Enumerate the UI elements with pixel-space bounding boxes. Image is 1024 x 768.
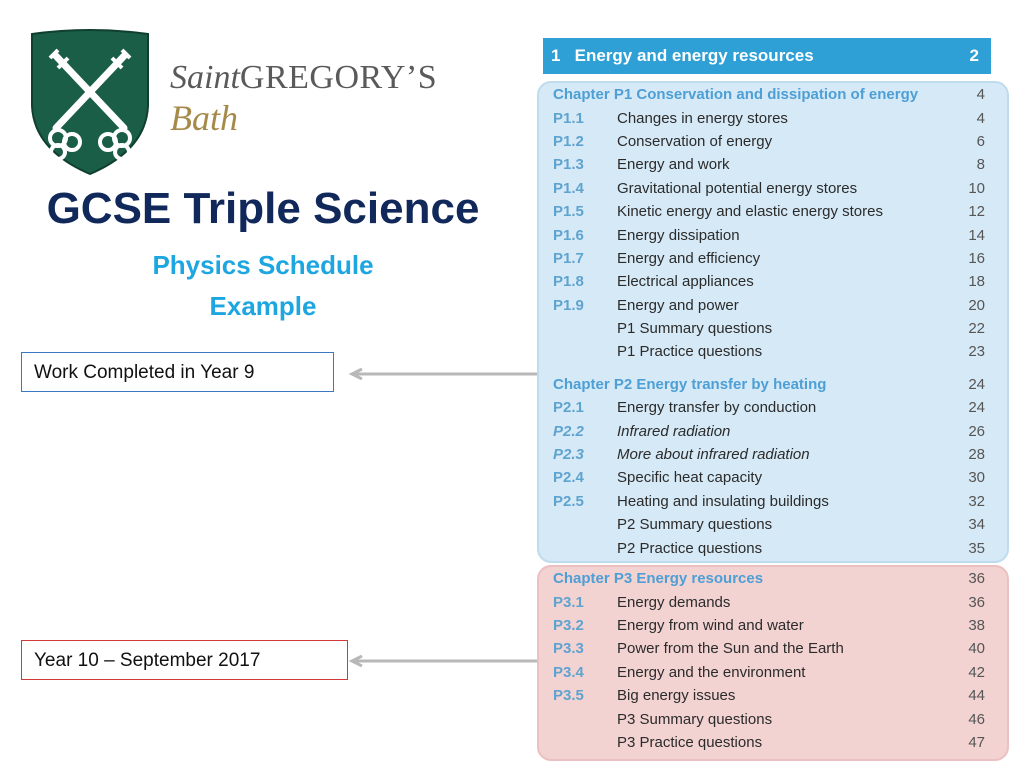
item-title: Big energy issues	[617, 687, 736, 705]
item-title: Electrical appliances	[617, 273, 754, 291]
item-page: 14	[968, 226, 985, 244]
unit-page: 2	[969, 46, 979, 65]
item-page: 42	[968, 663, 985, 681]
item-page: 20	[968, 296, 985, 314]
item-title: Energy from wind and water	[617, 616, 804, 634]
item-code: P2.2	[553, 422, 584, 440]
item-page: 36	[968, 593, 985, 611]
item-page: 16	[968, 249, 985, 267]
item-code: P1.4	[553, 179, 584, 197]
arrow-left-icon	[346, 655, 538, 667]
list-item	[553, 396, 985, 419]
list-item	[553, 466, 985, 489]
list-item	[553, 247, 985, 270]
item-code: P1.6	[553, 226, 584, 244]
list-item	[553, 419, 985, 442]
list-item	[553, 200, 985, 223]
list-item	[553, 661, 985, 684]
item-page: 40	[968, 640, 985, 658]
school-name-prefix: Saint	[170, 59, 240, 96]
list-item	[553, 637, 985, 660]
item-title: Kinetic energy and elastic energy stores	[617, 203, 883, 221]
item-title: Energy and the environment	[617, 663, 806, 681]
arrow-left-icon	[346, 368, 538, 380]
item-page: 6	[976, 132, 985, 150]
item-title: Conservation of energy	[617, 132, 773, 150]
item-code: P2.5	[553, 492, 584, 510]
list-item	[553, 536, 985, 559]
list-item	[553, 443, 985, 466]
item-title: Infrared radiation	[617, 422, 731, 440]
chapter-page: 36	[968, 570, 985, 588]
list-item	[553, 513, 985, 536]
item-page: 35	[968, 539, 985, 557]
school-name	[170, 60, 437, 96]
item-page: 8	[976, 156, 985, 174]
page-subtitle-line2: Example	[209, 291, 317, 321]
item-page: 28	[968, 446, 985, 464]
item-title: Power from the Sun and the Earth	[617, 640, 844, 658]
list-item	[553, 294, 985, 317]
list-item	[553, 490, 985, 513]
item-title: P2 Practice questions	[617, 539, 763, 557]
item-title: Heating and insulating buildings	[617, 492, 829, 510]
school-logo	[28, 28, 458, 178]
item-code: P2.3	[553, 446, 584, 464]
unit-title: 1 Energy and energy resources	[551, 46, 814, 65]
item-code: P1.8	[553, 273, 584, 291]
item-page: 24	[968, 399, 985, 417]
chapter-row	[553, 373, 985, 396]
item-page: 30	[968, 469, 985, 487]
item-title: Energy dissipation	[617, 226, 740, 244]
item-page: 47	[968, 733, 985, 751]
item-code: P1.3	[553, 156, 584, 174]
item-page: 32	[968, 492, 985, 510]
crossed-keys-shield-icon	[28, 28, 152, 176]
list-item	[553, 614, 985, 637]
list-item	[553, 731, 985, 754]
page-title: GCSE Triple Science	[46, 184, 480, 233]
chapter-page: 24	[968, 375, 985, 393]
year9-contents-group	[537, 81, 1009, 563]
item-code: P2.4	[553, 469, 584, 487]
page-subtitle: Physics Schedule	[152, 250, 374, 280]
chapter-title: Chapter P1 Conservation and dissipation of energy	[553, 86, 919, 104]
item-code: P1.5	[553, 203, 584, 221]
item-code: P2.1	[553, 399, 584, 417]
chapter-row	[553, 83, 985, 106]
item-page: 23	[968, 343, 985, 361]
item-page: 4	[976, 109, 985, 127]
school-town: Bath	[170, 98, 238, 138]
chapter-title: Chapter P2 Energy transfer by heating	[553, 375, 827, 393]
item-page: 38	[968, 616, 985, 634]
item-title: Energy and power	[617, 296, 739, 314]
item-code: P3.2	[553, 616, 584, 634]
item-title: Energy transfer by conduction	[617, 399, 817, 417]
year9-callout: Work Completed in Year 9	[21, 352, 334, 392]
item-title: P1 Summary questions	[617, 320, 773, 338]
list-item	[553, 223, 985, 246]
item-page: 12	[968, 203, 985, 221]
list-item	[553, 684, 985, 707]
school-name-main: GREGORY’S	[239, 59, 438, 96]
item-page: 22	[968, 320, 985, 338]
list-item	[553, 590, 985, 613]
item-title: Energy and work	[617, 156, 730, 174]
list-item	[553, 106, 985, 129]
item-page: 18	[968, 273, 985, 291]
item-title: P3 Practice questions	[617, 733, 763, 751]
item-page: 26	[968, 422, 985, 440]
item-title: P2 Summary questions	[617, 516, 773, 534]
item-title: Specific heat capacity	[617, 469, 763, 487]
chapter-title: Chapter P3 Energy resources	[553, 570, 764, 588]
item-page: 46	[968, 710, 985, 728]
item-page: 44	[968, 687, 985, 705]
unit-header	[543, 38, 991, 74]
list-item	[553, 270, 985, 293]
item-title: More about infrared radiation	[617, 446, 810, 464]
item-title: Energy demands	[617, 593, 731, 611]
item-code: P3.1	[553, 593, 584, 611]
item-code: P3.4	[553, 663, 584, 681]
chapter-page: 4	[976, 86, 985, 104]
item-title: P1 Practice questions	[617, 343, 763, 361]
chapter-row	[553, 567, 985, 590]
item-code: P3.5	[553, 687, 584, 705]
item-title: Energy and efficiency	[617, 249, 761, 267]
item-code: P1.1	[553, 109, 584, 127]
item-page: 10	[968, 179, 985, 197]
item-code: P1.7	[553, 249, 584, 267]
list-item	[553, 130, 985, 153]
item-code: P1.9	[553, 296, 584, 314]
item-code: P3.3	[553, 640, 584, 658]
list-item	[553, 340, 985, 363]
item-code: P1.2	[553, 132, 584, 150]
chapter-gap	[553, 364, 985, 373]
item-title: Gravitational potential energy stores	[617, 179, 858, 197]
item-title: P3 Summary questions	[617, 710, 773, 728]
list-item	[553, 317, 985, 340]
list-item	[553, 177, 985, 200]
item-page: 34	[968, 516, 985, 534]
list-item	[553, 707, 985, 730]
item-title: Changes in energy stores	[617, 109, 788, 127]
list-item	[553, 153, 985, 176]
year10-callout: Year 10 – September 2017	[21, 640, 348, 680]
year10-contents-group	[537, 565, 1009, 761]
